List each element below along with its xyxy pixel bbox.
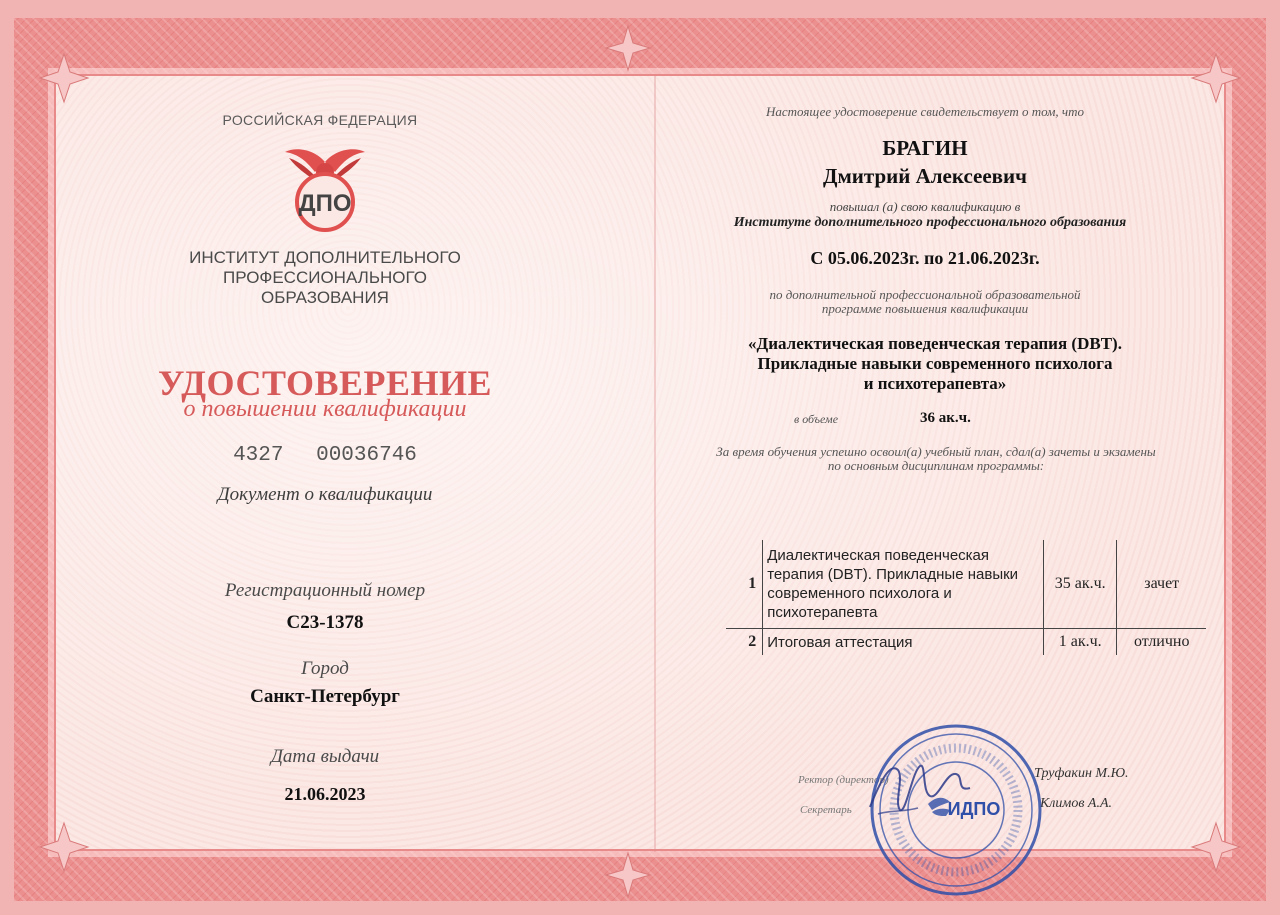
volume-value: 36 ак.ч.	[920, 410, 971, 426]
ornament-icon	[38, 821, 90, 873]
issue-date-label: Дата выдачи	[270, 746, 380, 767]
institute-name	[150, 248, 500, 308]
seal-text: ИДПО	[947, 799, 1001, 819]
program-intro-line: по дополнительной профессиональной образовательной	[769, 287, 1081, 302]
subject-hours: 1 ак.ч.	[1043, 629, 1116, 656]
registration-number: С23-1378	[286, 612, 364, 633]
serial-digits: 00036746	[316, 444, 417, 467]
ornament-icon	[38, 52, 90, 104]
institute-line: Институте дополнительного профессионального образования	[733, 215, 1127, 230]
holder-surname: БРАГИН	[882, 136, 968, 160]
certificate-subtitle: о повышении квалификации	[183, 396, 467, 422]
serial-number	[180, 444, 470, 467]
study-summary-line: по основным дисциплинам программы:	[827, 458, 1045, 473]
improved-text: повышал (а) свою квалификацию в	[829, 199, 1021, 214]
subject-name: Итоговая аттестация	[763, 629, 1044, 656]
study-period: С 05.06.2023г. по 21.06.2023г.	[810, 248, 1040, 268]
registration-label: Регистрационный номер	[224, 580, 426, 601]
program-intro	[700, 288, 1150, 316]
rector-name: Труфакин М.Ю.	[1034, 766, 1129, 781]
secretary-label: Секретарь	[800, 804, 852, 816]
institute-name-line: ОБРАЗОВАНИЯ	[261, 288, 389, 307]
secretary-name: Климов А.А.	[1040, 796, 1113, 811]
program-name-line: и психотерапевта»	[863, 374, 1007, 393]
subject-name: Диалектическая поведенческая терапия (DBT). Прикладные навыки современного психолога и психотерапевта	[763, 540, 1044, 629]
ornament-icon	[602, 22, 654, 74]
certificate-intro: Настоящее удостоверение свидетельствует о том, что	[766, 104, 1084, 119]
serial-series: 4327	[233, 444, 284, 467]
table-row	[726, 629, 1206, 656]
program-name-line: Прикладные навыки современного психолога	[757, 354, 1113, 373]
city-value: Санкт-Петербург	[250, 686, 400, 707]
subject-grade: зачет	[1117, 540, 1206, 629]
subject-number: 2	[748, 633, 757, 650]
country-name: РОССИЙСКАЯ ФЕДЕРАЦИЯ	[222, 112, 418, 128]
institute-name-line: ИНСТИТУТ ДОПОЛНИТЕЛЬНОГО	[189, 248, 461, 267]
subject-number: 1	[726, 540, 763, 629]
volume-label: в объеме	[794, 412, 839, 426]
city-label: Город	[301, 658, 349, 679]
holder-given-names: Дмитрий Алексеевич	[823, 164, 1027, 188]
subject-grade: отлично	[1117, 629, 1206, 656]
ornament-icon	[602, 849, 654, 901]
page-divider	[654, 76, 656, 852]
institute-name-line: ПРОФЕССИОНАЛЬНОГО	[223, 268, 427, 287]
logo-text: ДПО	[298, 190, 352, 217]
rector-signature	[860, 752, 980, 822]
issue-date: 21.06.2023	[284, 784, 366, 804]
study-summary	[686, 445, 1186, 473]
institute-logo	[275, 132, 375, 242]
subjects-table	[726, 540, 1206, 655]
ornament-icon	[1190, 52, 1242, 104]
certificate-title: УДОСТОВЕРЕНИЕ	[157, 363, 493, 403]
program-name-line: «Диалектическая поведенческая терапия (DBT).	[748, 334, 1122, 353]
table-row	[726, 540, 1206, 629]
study-summary-line: За время обучения успешно освоил(а) учебный план, сдал(а) зачеты и экзамены	[716, 444, 1156, 459]
subject-hours: 35 ак.ч.	[1043, 540, 1116, 629]
program-name	[690, 334, 1180, 394]
document-kind: Документ о квалификации	[217, 484, 433, 505]
ornament-icon	[1190, 821, 1242, 873]
rector-label: Ректор (директор)	[798, 774, 889, 786]
program-intro-line: программе повышения квалификации	[821, 301, 1029, 316]
